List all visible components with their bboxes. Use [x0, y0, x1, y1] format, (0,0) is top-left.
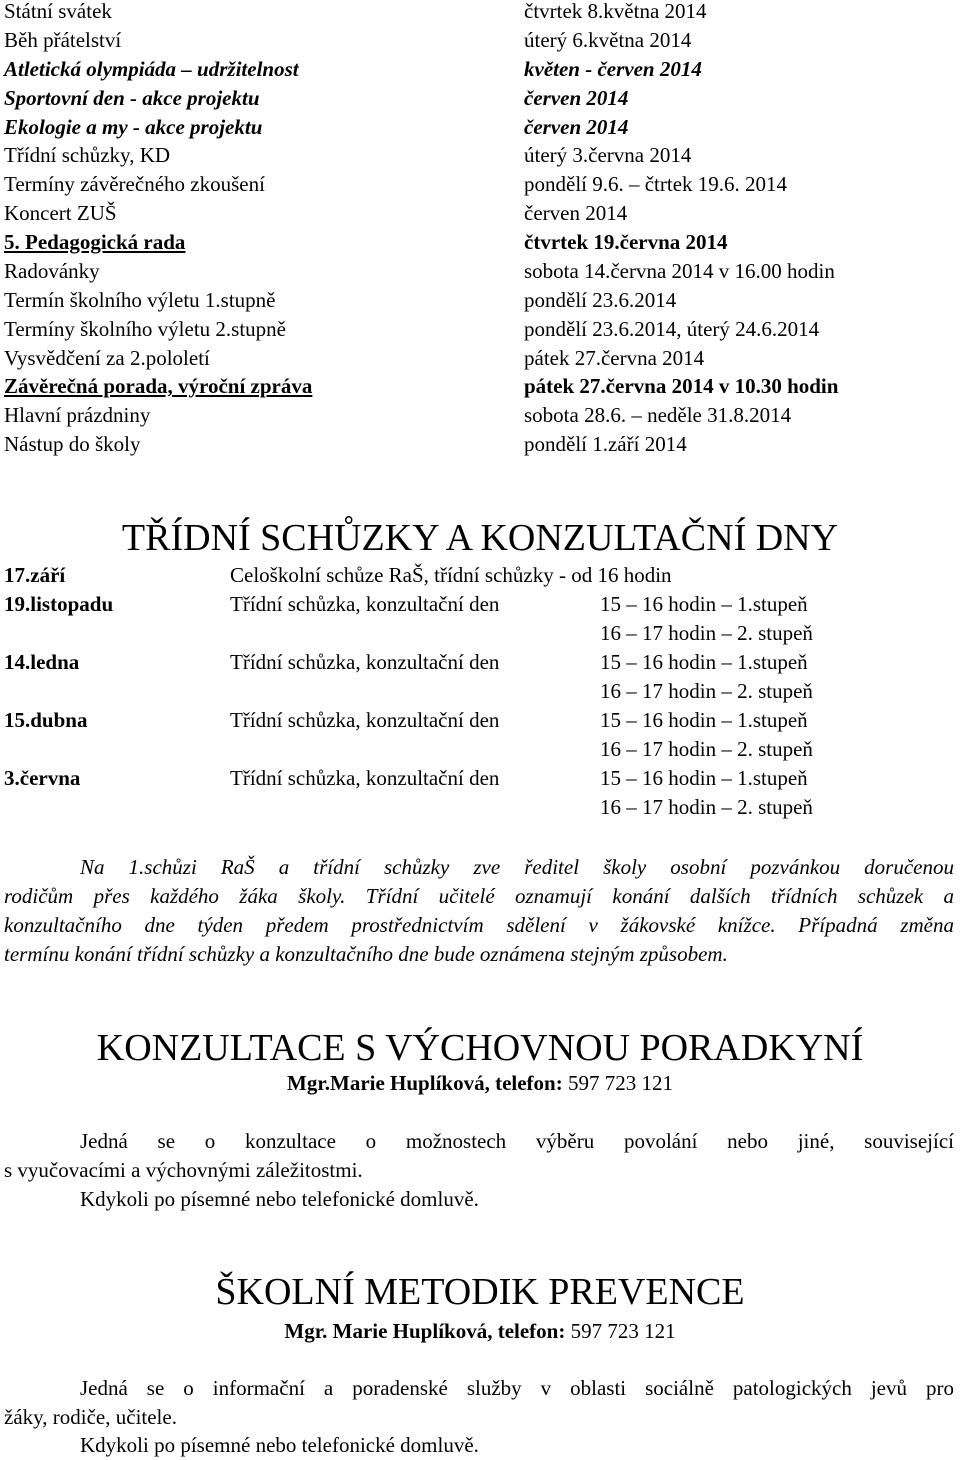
event-date: pondělí 23.6.2014: [524, 288, 677, 312]
advisor-anytime: Kdykoli po písemné nebo telefonické domluvě.: [80, 1187, 479, 1211]
event-name: Běh přátelství: [4, 28, 122, 52]
event-name: Ekologie a my - akce projektu: [4, 115, 263, 139]
prevention-text: [4, 1374, 954, 1432]
note-line: termínu konání třídní schůzky a konzultačního dne bude oznámena stejným způsobem.: [4, 942, 728, 966]
event-row: [4, 55, 954, 84]
consult-desc: Třídní schůzka, konzultační den: [230, 708, 500, 732]
consult-time-2: 16 – 17 hodin – 2. stupeň: [600, 795, 813, 819]
event-date: sobota 14.června 2014 v 16.00 hodin: [524, 259, 835, 283]
consult-time-1: 15 – 16 hodin – 1.stupeň: [600, 766, 808, 790]
prevention-anytime: Kdykoli po písemné nebo telefonické domluvě.: [80, 1433, 479, 1457]
event-row: [4, 315, 954, 344]
advisor-phone: 597 723 121: [567, 1071, 673, 1095]
consult-desc: Celoškolní schůze RaŠ, třídní schůzky - od 16 hodin: [230, 563, 672, 587]
consult-date: 3.června: [4, 766, 81, 790]
consult-time-1: 15 – 16 hodin – 1.stupeň: [600, 592, 808, 616]
advisor-title: KONZULTACE S VÝCHOVNOU PORADKYNÍ: [96, 1027, 864, 1069]
event-date: pondělí 23.6.2014, úterý 24.6.2014: [524, 317, 820, 341]
event-date: pátek 27.června 2014 v 10.30 hodin: [524, 374, 839, 398]
event-row: [4, 84, 954, 113]
consult-time-2: 16 – 17 hodin – 2. stupeň: [600, 737, 813, 761]
event-name: Termíny závěrečného zkoušení: [4, 172, 265, 196]
consult-row: [4, 590, 954, 619]
event-row: [4, 286, 954, 315]
event-row: [4, 141, 954, 170]
event-name: Termín školního výletu 1.stupně: [4, 288, 276, 312]
event-name: Hlavní prázdniny: [4, 403, 151, 427]
consult-time-1: 15 – 16 hodin – 1.stupeň: [600, 708, 808, 732]
event-date: čtvrtek 8.května 2014: [524, 0, 707, 23]
event-name: Závěrečná porada, výroční zpráva: [4, 374, 313, 398]
prevention-contact: [0, 1317, 960, 1346]
event-name: Radovánky: [4, 259, 100, 283]
note-line: rodičům přes každého žáka školy. Třídní učitelé oznamují konání dalších třídních schůzek a: [4, 884, 954, 908]
event-name: Třídní schůzky, KD: [4, 143, 171, 167]
consult-desc: Třídní schůzka, konzultační den: [230, 650, 500, 674]
event-row: [4, 26, 954, 55]
consult-date: 14.ledna: [4, 650, 80, 674]
event-date: červen 2014: [524, 115, 629, 139]
consult-date: 15.dubna: [4, 708, 88, 732]
consult-note: [4, 853, 954, 969]
prevention-line: žáky, rodiče, učitele.: [4, 1405, 177, 1429]
consult-row: [4, 648, 954, 677]
advisor-line: Jedná se o konzultace o možnostech výběru povolání nebo jiné, související: [80, 1129, 954, 1153]
consult-row: [4, 677, 954, 706]
event-row: [4, 430, 954, 459]
consult-date: 19.listopadu: [4, 592, 114, 616]
prevention-phone: 597 723 121: [570, 1319, 676, 1343]
prevention-contact-name: Mgr. Marie Huplíková, telefon:: [284, 1319, 566, 1343]
event-date: květen - červen 2014: [524, 57, 702, 81]
consult-time-2: 16 – 17 hodin – 2. stupeň: [600, 679, 813, 703]
consult-row: [4, 619, 954, 648]
event-name: Nástup do školy: [4, 432, 141, 456]
event-name: Termíny školního výletu 2.stupně: [4, 317, 287, 341]
event-name: Státní svátek: [4, 0, 112, 23]
consult-row: [4, 706, 954, 735]
note-line: Na 1.schůzi RaŠ a třídní schůzky zve ředitel školy osobní pozvánkou doručenou: [80, 855, 954, 879]
event-row: [4, 257, 954, 286]
consult-row: [4, 735, 954, 764]
event-date: čtvrtek 19.června 2014: [524, 230, 728, 254]
event-date: pondělí 9.6. – čtrtek 19.6. 2014: [524, 172, 788, 196]
event-date: pátek 27.června 2014: [524, 346, 705, 370]
advisor-line: s vyučovacími a výchovnými záležitostmi.: [4, 1158, 363, 1182]
event-row: [4, 170, 954, 199]
consult-desc: Třídní schůzka, konzultační den: [230, 592, 500, 616]
advisor-contact: [0, 1069, 960, 1098]
event-row: [4, 228, 954, 257]
event-date: červen 2014: [524, 86, 629, 110]
consult-row: [4, 561, 954, 590]
event-row: [4, 199, 954, 228]
event-row: [4, 401, 954, 430]
advisor-contact-name: Mgr.Marie Huplíková, telefon:: [287, 1071, 563, 1095]
event-row: [4, 372, 954, 401]
consult-desc: Třídní schůzka, konzultační den: [230, 766, 500, 790]
event-row: [4, 344, 954, 373]
event-date: úterý 6.května 2014: [524, 28, 692, 52]
event-name: 5. Pedagogická rada: [4, 230, 186, 254]
event-row: [4, 113, 954, 142]
consult-title: TŘÍDNÍ SCHŮZKY A KONZULTAČNÍ DNY: [121, 517, 839, 559]
event-date: úterý 3.června 2014: [524, 143, 692, 167]
note-line: konzultačního dne týden předem prostřednictvím sdělení v žákovské knížce. Případná změna: [4, 913, 954, 937]
advisor-text: [4, 1127, 954, 1185]
event-name: Vysvědčení za 2.pololetí: [4, 346, 210, 370]
event-date: pondělí 1.září 2014: [524, 432, 687, 456]
event-date: sobota 28.6. – neděle 31.8.2014: [524, 403, 792, 427]
consult-row: [4, 793, 954, 822]
event-date: červen 2014: [524, 201, 628, 225]
event-name: Sportovní den - akce projektu: [4, 86, 260, 110]
prevention-line: Jedná se o informační a poradenské služby v oblasti sociálně patologických jevů pro: [80, 1376, 954, 1400]
event-name: Koncert ZUŠ: [4, 201, 117, 225]
prevention-title: ŠKOLNÍ METODIK PREVENCE: [215, 1271, 745, 1313]
consult-time-2: 16 – 17 hodin – 2. stupeň: [600, 621, 813, 645]
consult-date: 17.září: [4, 563, 66, 587]
consult-row: [4, 764, 954, 793]
event-name: Atletická olympiáda – udržitelnost: [4, 57, 299, 81]
consult-time-1: 15 – 16 hodin – 1.stupeň: [600, 650, 808, 674]
event-row: [4, 0, 954, 26]
